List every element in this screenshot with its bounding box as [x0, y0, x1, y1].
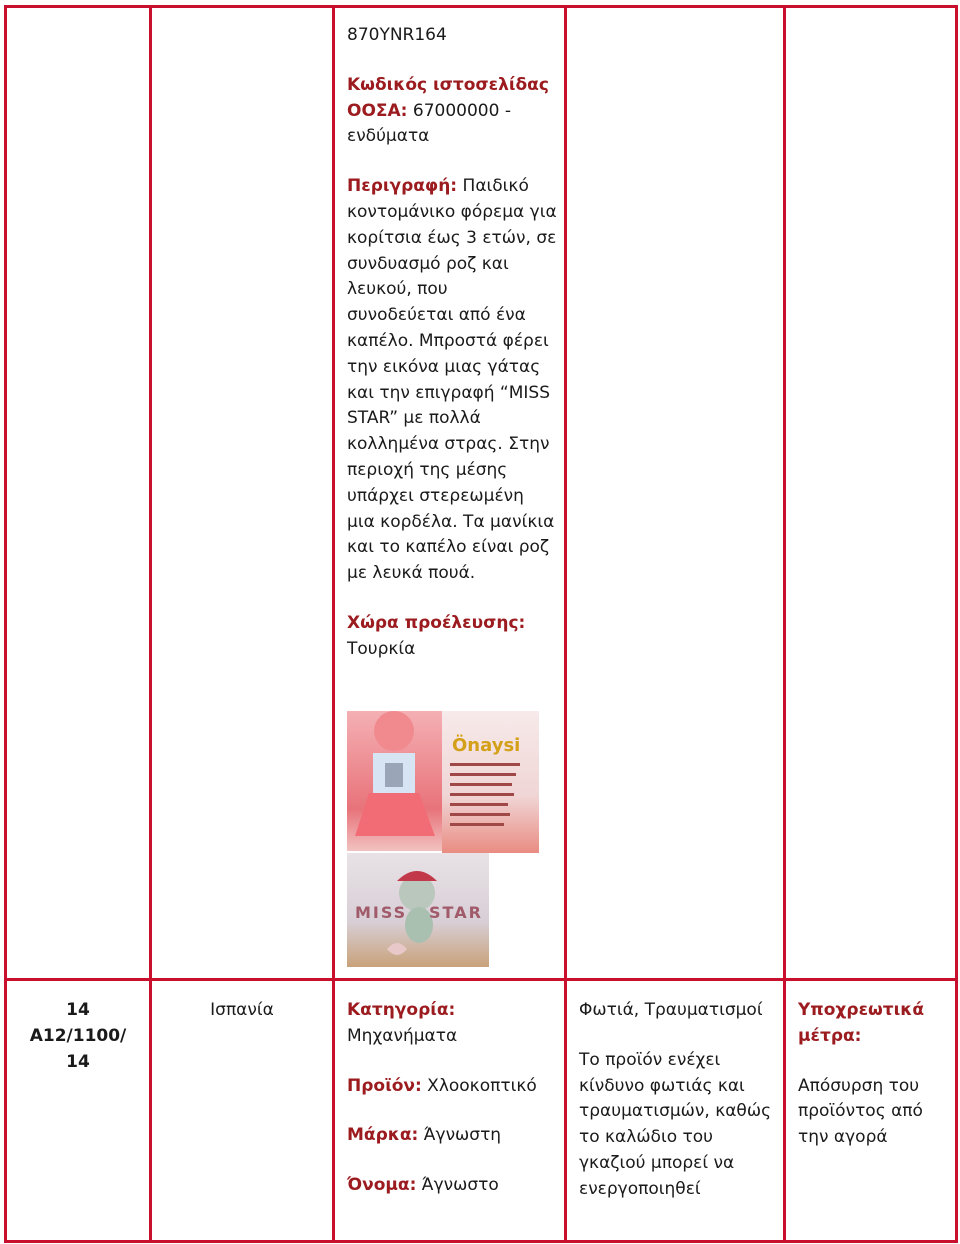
brand-value: Άγνωστη	[423, 1125, 502, 1146]
brand-label: Μάρκα:	[347, 1125, 419, 1146]
care-label-lines	[442, 711, 539, 853]
description-value: Παιδικό κοντομάνικο φόρεμα για κορίτσια έως 3 ετών, σε συνδυασμό ροζ και λευκού, που συνοδεύεται από ένα καπέλο. Μπροστά φέρει την εικόνα μιας γάτας και την επιγραφή “MISS STAR” με πολλά κολλημένα στρας. Στην περιοχή της μέσης υπάρχει στερεωμένη μια κορδέλα. Τα μανίκια και το καπέλο είναι ροζ με λευκά πουά.	[347, 176, 557, 584]
product-details-cell	[347, 23, 557, 663]
table-border-top	[4, 5, 958, 8]
category-label: Κατηγορία:	[347, 1000, 456, 1020]
table-border-col4	[564, 5, 567, 1243]
risk-description: Το προϊόν ενέχει κίνδυνο φωτιάς και τραυματισμών, καθώς το καλώδιο του γκαζιού μπορεί να ενεργοποιηθεί	[579, 1049, 772, 1199]
product-info-cell	[347, 998, 562, 1199]
table-row-divider	[4, 978, 958, 981]
notification-number: 14	[66, 1000, 90, 1020]
origin	[347, 611, 557, 663]
description	[347, 174, 557, 587]
origin-label: Χώρα προέλευσης:	[347, 612, 526, 633]
product-label: Προϊόν:	[347, 1075, 422, 1096]
measures-value: Απόσυρση του προϊόντος από την αγορά	[798, 1075, 923, 1148]
notifying-country-cell	[152, 998, 332, 1024]
oosa-value: 67000000 - ενδύματα	[347, 100, 511, 147]
product-code: 870YNR164	[347, 25, 447, 45]
origin-value: Τουρκία	[347, 638, 416, 659]
dress-photo	[347, 711, 442, 851]
oosa-code	[347, 73, 557, 150]
table-border-col5	[783, 5, 786, 1243]
table-border-right	[955, 5, 958, 1243]
table-border-left	[4, 5, 7, 1243]
risk-cell	[579, 998, 777, 1203]
notification-reference: A12/1100/	[29, 1025, 127, 1046]
table-border-bottom	[4, 1240, 958, 1243]
product	[347, 1074, 562, 1100]
table-border-col3	[332, 5, 335, 1243]
measures-label: Υποχρεωτικά μέτρα:	[798, 1000, 925, 1046]
brand-tag-text: Önaysi	[452, 735, 521, 756]
risk-title: Φωτιά, Τραυματισμοί	[579, 1000, 763, 1020]
label-photo	[442, 711, 539, 853]
name	[347, 1173, 562, 1199]
product-photos	[347, 711, 547, 971]
name-label: Όνομα:	[347, 1175, 417, 1196]
notification-number-cell	[8, 998, 148, 1075]
print-text-right: STAR	[429, 903, 483, 922]
notification-reference-suffix: 14	[66, 1051, 90, 1072]
measures-cell	[798, 998, 950, 1151]
table-border-col2	[149, 5, 152, 1243]
description-label: Περιγραφή:	[347, 176, 458, 197]
name-value: Άγνωστο	[421, 1175, 499, 1196]
brand	[347, 1123, 562, 1149]
dress-illustration	[347, 711, 442, 851]
print-photo	[347, 853, 489, 967]
print-text-left: MISS	[355, 903, 408, 922]
category	[347, 998, 562, 1050]
notifying-country: Ισπανία	[210, 1000, 274, 1020]
category-value: Μηχανήματα	[347, 1025, 458, 1046]
product-value: Χλοοκοπτικό	[427, 1075, 537, 1096]
oosa-label: Κωδικός ιστοσελίδας ΟΟΣΑ:	[347, 74, 549, 121]
